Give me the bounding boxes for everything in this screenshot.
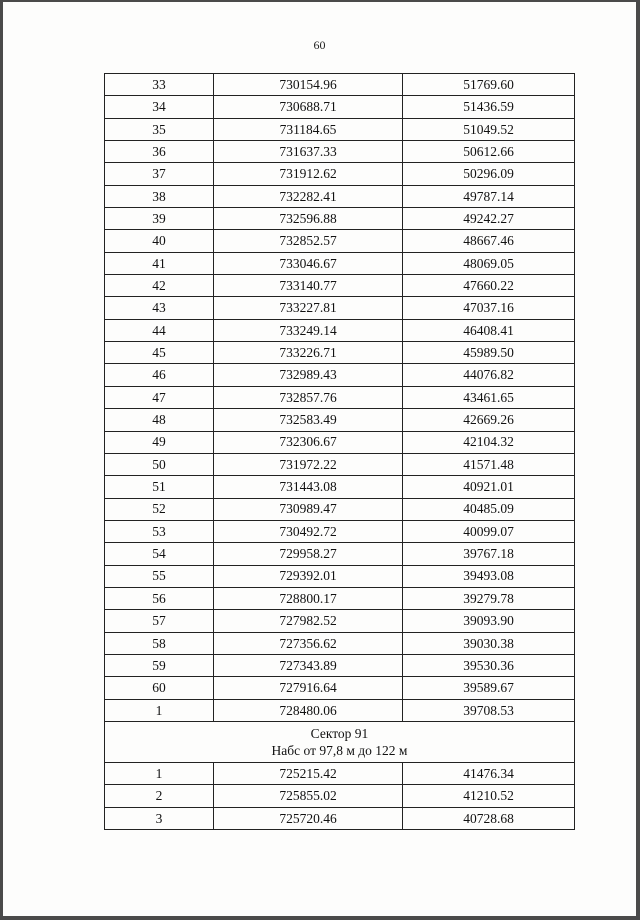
- y-coordinate-cell: 39767.18: [403, 543, 575, 565]
- y-coordinate-cell: 49787.14: [403, 185, 575, 207]
- y-coordinate-cell: 51436.59: [403, 96, 575, 118]
- x-coordinate-cell: 731637.33: [214, 141, 403, 163]
- table-row: [105, 252, 575, 274]
- y-coordinate-cell: 40921.01: [403, 476, 575, 498]
- point-number-cell: 40: [105, 230, 214, 252]
- sector-subtitle: Набс от 97,8 м до 122 м: [271, 742, 408, 758]
- table-row: [105, 364, 575, 386]
- x-coordinate-cell: 733140.77: [214, 275, 403, 297]
- table-row: [105, 807, 575, 829]
- y-coordinate-cell: 39589.67: [403, 677, 575, 699]
- point-number-cell: 44: [105, 319, 214, 341]
- y-coordinate-cell: 42669.26: [403, 409, 575, 431]
- point-number-cell: 50: [105, 453, 214, 475]
- y-coordinate-cell: 40099.07: [403, 520, 575, 542]
- y-coordinate-cell: 41476.34: [403, 762, 575, 784]
- point-number-cell: 51: [105, 476, 214, 498]
- table-row: [105, 476, 575, 498]
- table-row: [105, 297, 575, 319]
- table-row: [105, 208, 575, 230]
- table-row: [105, 565, 575, 587]
- document-page: [3, 2, 636, 916]
- point-number-cell: 60: [105, 677, 214, 699]
- point-number-cell: 54: [105, 543, 214, 565]
- y-coordinate-cell: 50296.09: [403, 163, 575, 185]
- y-coordinate-cell: 39493.08: [403, 565, 575, 587]
- table-row: [105, 275, 575, 297]
- x-coordinate-cell: 731912.62: [214, 163, 403, 185]
- point-number-cell: 56: [105, 587, 214, 609]
- x-coordinate-cell: 730688.71: [214, 96, 403, 118]
- sector-header-row: [105, 721, 575, 762]
- point-number-cell: 33: [105, 74, 214, 96]
- table-row: [105, 785, 575, 807]
- point-number-cell: 57: [105, 610, 214, 632]
- table-row: [105, 453, 575, 475]
- point-number-cell: 38: [105, 185, 214, 207]
- y-coordinate-cell: 39708.53: [403, 699, 575, 721]
- point-number-cell: 35: [105, 118, 214, 140]
- y-coordinate-cell: 48667.46: [403, 230, 575, 252]
- x-coordinate-cell: 732282.41: [214, 185, 403, 207]
- sector-header-body: [105, 721, 575, 762]
- x-coordinate-cell: 732857.76: [214, 386, 403, 408]
- y-coordinate-cell: 48069.05: [403, 252, 575, 274]
- table-row: [105, 163, 575, 185]
- x-coordinate-cell: 731443.08: [214, 476, 403, 498]
- table-row: [105, 342, 575, 364]
- table-body-after: [105, 762, 575, 829]
- x-coordinate-cell: 725855.02: [214, 785, 403, 807]
- point-number-cell: 1: [105, 699, 214, 721]
- x-coordinate-cell: 733226.71: [214, 342, 403, 364]
- y-coordinate-cell: 41210.52: [403, 785, 575, 807]
- point-number-cell: 52: [105, 498, 214, 520]
- point-number-cell: 34: [105, 96, 214, 118]
- point-number-cell: 55: [105, 565, 214, 587]
- y-coordinate-cell: 50612.66: [403, 141, 575, 163]
- table-row: [105, 654, 575, 676]
- point-number-cell: 1: [105, 762, 214, 784]
- y-coordinate-cell: 49242.27: [403, 208, 575, 230]
- sector-header-cell: [105, 721, 575, 762]
- table-row: [105, 431, 575, 453]
- table-row: [105, 498, 575, 520]
- y-coordinate-cell: 45989.50: [403, 342, 575, 364]
- y-coordinate-cell: 39279.78: [403, 587, 575, 609]
- x-coordinate-cell: 730492.72: [214, 520, 403, 542]
- x-coordinate-cell: 729958.27: [214, 543, 403, 565]
- y-coordinate-cell: 51049.52: [403, 118, 575, 140]
- x-coordinate-cell: 727916.64: [214, 677, 403, 699]
- x-coordinate-cell: 730989.47: [214, 498, 403, 520]
- table-row: [105, 118, 575, 140]
- y-coordinate-cell: 51769.60: [403, 74, 575, 96]
- point-number-cell: 37: [105, 163, 214, 185]
- sector-title: Сектор 91: [310, 725, 369, 741]
- point-number-cell: 45: [105, 342, 214, 364]
- table-row: [105, 699, 575, 721]
- x-coordinate-cell: 732596.88: [214, 208, 403, 230]
- point-number-cell: 58: [105, 632, 214, 654]
- x-coordinate-cell: 725720.46: [214, 807, 403, 829]
- x-coordinate-cell: 725215.42: [214, 762, 403, 784]
- point-number-cell: 59: [105, 654, 214, 676]
- table-row: [105, 610, 575, 632]
- y-coordinate-cell: 46408.41: [403, 319, 575, 341]
- table-row: [105, 386, 575, 408]
- y-coordinate-cell: 43461.65: [403, 386, 575, 408]
- y-coordinate-cell: 41571.48: [403, 453, 575, 475]
- x-coordinate-cell: 733046.67: [214, 252, 403, 274]
- y-coordinate-cell: 39030.38: [403, 632, 575, 654]
- point-number-cell: 43: [105, 297, 214, 319]
- point-number-cell: 41: [105, 252, 214, 274]
- x-coordinate-cell: 727343.89: [214, 654, 403, 676]
- point-number-cell: 47: [105, 386, 214, 408]
- x-coordinate-cell: 730154.96: [214, 74, 403, 96]
- point-number-cell: 49: [105, 431, 214, 453]
- table-row: [105, 762, 575, 784]
- point-number-cell: 39: [105, 208, 214, 230]
- x-coordinate-cell: 732306.67: [214, 431, 403, 453]
- table-row: [105, 319, 575, 341]
- x-coordinate-cell: 727356.62: [214, 632, 403, 654]
- table-row: [105, 185, 575, 207]
- point-number-cell: 36: [105, 141, 214, 163]
- table-row: [105, 74, 575, 96]
- x-coordinate-cell: 729392.01: [214, 565, 403, 587]
- table-body-before: [105, 74, 575, 722]
- x-coordinate-cell: 728480.06: [214, 699, 403, 721]
- y-coordinate-cell: 39530.36: [403, 654, 575, 676]
- table-row: [105, 587, 575, 609]
- table-row: [105, 141, 575, 163]
- point-number-cell: 42: [105, 275, 214, 297]
- y-coordinate-cell: 42104.32: [403, 431, 575, 453]
- point-number-cell: 48: [105, 409, 214, 431]
- x-coordinate-cell: 732989.43: [214, 364, 403, 386]
- table-row: [105, 677, 575, 699]
- table-row: [105, 96, 575, 118]
- x-coordinate-cell: 727982.52: [214, 610, 403, 632]
- table-row: [105, 230, 575, 252]
- x-coordinate-cell: 733227.81: [214, 297, 403, 319]
- y-coordinate-cell: 44076.82: [403, 364, 575, 386]
- table-row: [105, 543, 575, 565]
- page-number: 60: [313, 38, 326, 52]
- point-number-cell: 46: [105, 364, 214, 386]
- x-coordinate-cell: 733249.14: [214, 319, 403, 341]
- y-coordinate-cell: 39093.90: [403, 610, 575, 632]
- x-coordinate-cell: 728800.17: [214, 587, 403, 609]
- x-coordinate-cell: 731184.65: [214, 118, 403, 140]
- coordinates-table: [104, 73, 575, 830]
- x-coordinate-cell: 732852.57: [214, 230, 403, 252]
- table-row: [105, 520, 575, 542]
- table-row: [105, 409, 575, 431]
- point-number-cell: 2: [105, 785, 214, 807]
- x-coordinate-cell: 732583.49: [214, 409, 403, 431]
- y-coordinate-cell: 47037.16: [403, 297, 575, 319]
- table-row: [105, 632, 575, 654]
- point-number-cell: 53: [105, 520, 214, 542]
- x-coordinate-cell: 731972.22: [214, 453, 403, 475]
- y-coordinate-cell: 47660.22: [403, 275, 575, 297]
- point-number-cell: 3: [105, 807, 214, 829]
- y-coordinate-cell: 40728.68: [403, 807, 575, 829]
- y-coordinate-cell: 40485.09: [403, 498, 575, 520]
